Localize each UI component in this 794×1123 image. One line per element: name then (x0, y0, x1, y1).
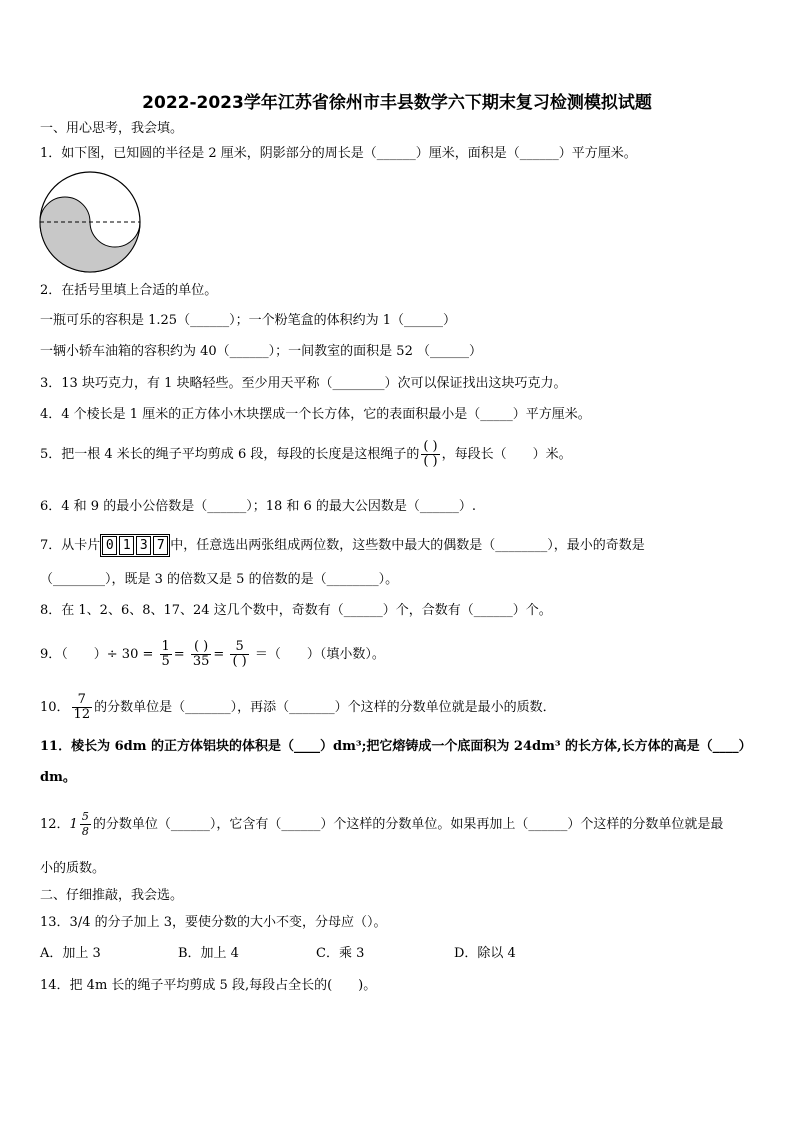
card: 1 (119, 536, 134, 555)
question-3: 3．13 块巧克力，有 1 块略轻些。至少用天平称（________）次可以保证找出这块巧克力。 (40, 376, 567, 391)
page-title: 2022-2023学年江苏省徐州市丰县数学六下期末复习检测模拟试题 (142, 93, 652, 113)
fraction-blank: $\frac{( )}{( )}$ (423, 439, 438, 469)
fraction: $\frac{7}{12}$ (73, 692, 91, 722)
question-14: 14．把 4m 长的绳子平均剪成 5 段,每段占全长的( )。 (40, 978, 377, 993)
card: 3 (136, 536, 151, 555)
question-11b: dm。 (40, 770, 76, 785)
question-13: 13．3/4 的分子加上 3，要使分数的大小不变，分母应（）。 (40, 915, 387, 930)
number-cards (100, 534, 170, 557)
question-2b: 一辆小轿车油箱的容积约为 40（______）；一间教室的面积是 52 （______） (40, 344, 482, 359)
option-c: C．乘 3 (316, 946, 365, 961)
option-b: B．加上 4 (178, 946, 239, 961)
question-12b: 小的质数。 (40, 861, 106, 876)
question-9: 9．（ ）÷ 30 = $\frac{1}{5}$ = $\frac{( )}{35}$ = $\frac{5}{( )}$ ＝（ ）（填小数）。 (40, 639, 385, 669)
question-13-options (40, 945, 592, 963)
question-7b: （________），既是 3 的倍数又是 5 的倍数的是（________）。 (40, 572, 399, 587)
question-6: 6．4 和 9 的最小公倍数是（______）；18 和 6 的最大公因数是（______）. (40, 499, 477, 514)
card: 7 (153, 536, 168, 555)
card: 0 (102, 536, 117, 555)
fraction: $\frac{1}{5}$ (161, 639, 170, 669)
question-2: 2．在括号里填上合适的单位。 (40, 283, 218, 298)
question-8: 8．在 1、2、6、8、17、24 这几个数中，奇数有（______）个，合数有（______）个。 (40, 603, 552, 618)
option-d: D．除以 4 (454, 946, 516, 961)
fraction: $\frac{5}{8}$ (81, 810, 89, 838)
question-4: 4．4 个棱长是 1 厘米的正方体小木块摆成一个长方体，它的表面积最小是（_____）平方厘米。 (40, 407, 591, 422)
question-10: 10． $\frac{7}{12}$ 的分数单位是（_______），再添（_______）个这样的分数单位就是最小的质数． (40, 692, 556, 722)
question-11: 11．棱长为 6dm 的正方体铝块的体积是（____）dm³;把它熔铸成一个底面积为 24dm³ 的长方体,长方体的高是（____） (40, 739, 752, 754)
question-5: 5．把一根 4 米长的绳子平均剪成 6 段，每段的长度是这根绳子的 $\frac{( )}{( )}$ ，每段长（ ）米。 (40, 439, 572, 469)
question-12: 12．1 $\frac{5}{8}$ 的分数单位（______），它含有（______）个这样的分数单位。如果再加上（______）个这样的分数单位就是最 (40, 810, 724, 838)
section-heading-1: 一、用心思考，我会填。 (40, 121, 184, 136)
circle-figure (38, 170, 142, 274)
section-heading-2: 二、仔细推敲，我会选。 (40, 888, 184, 903)
question-7: 7．从卡片 0 1 3 7 中，任意选出两张组成两位数，这些数中最大的偶数是（________），最小的奇数是 (40, 534, 645, 557)
option-a: A．加上 3 (40, 946, 101, 961)
question-2a: 一瓶可乐的容积是 1.25（______）；一个粉笔盒的体积约为 1（______） (40, 313, 456, 328)
fraction: $\frac{5}{( )}$ (232, 639, 247, 669)
question-1: 1．如下图，已知圆的半径是 2 厘米，阴影部分的周长是（______）厘米，面积是（______）平方厘米。 (40, 146, 637, 161)
fraction: $\frac{( )}{35}$ (192, 639, 210, 669)
